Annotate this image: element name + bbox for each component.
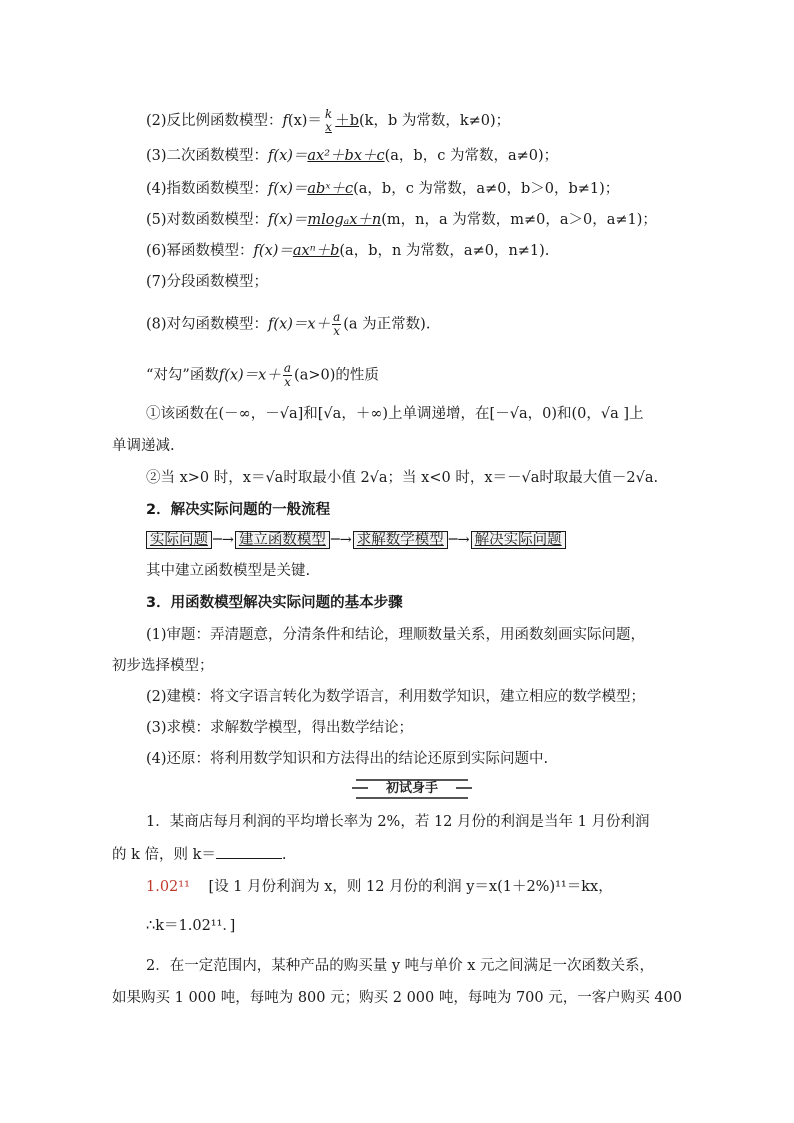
question-1-cont — [112, 844, 287, 865]
fraction-k-over-x — [324, 108, 333, 134]
model-condition: (a，b，c 为常数，a≠0)； — [384, 148, 559, 164]
math-expression: abˣ＋c — [307, 181, 354, 197]
model-label: (6)幂函数模型： — [146, 243, 254, 259]
section-banner: 初试身手 — [356, 779, 468, 799]
math-expression: f(x)＝x＋ — [268, 316, 331, 333]
model-condition: (m，n，a 为常数，m≠0，a＞0，a≠1)； — [381, 212, 657, 228]
model-label: (3)二次函数模型： — [146, 148, 269, 164]
flow-step-2: 建立函数模型 — [235, 531, 330, 549]
duigou-intro — [146, 362, 379, 389]
math-x: (x)＝ — [287, 113, 322, 129]
math-expression: axⁿ＋b — [292, 243, 340, 259]
numerator: a — [283, 361, 292, 375]
answer-value: 1.02¹¹ — [146, 879, 190, 895]
model-label: (5)对数函数模型： — [146, 212, 269, 228]
step-3: (3)求模：求解数学模型，得出数学结论； — [146, 720, 414, 736]
flow-step-4: 解决实际问题 — [471, 531, 566, 549]
denominator: x — [325, 120, 332, 134]
section-3-heading: 3．用函数模型解决实际问题的基本步骤 — [146, 595, 403, 611]
model-nike — [146, 311, 430, 338]
arrow-icon: ─→ — [213, 532, 234, 548]
model-label: (8)对勾函数模型： — [146, 316, 269, 333]
intro-text: “对勾”函数 — [146, 367, 219, 384]
question-2-cont: 如果购买 1 000 吨，每吨为 800 元；购买 2 000 吨，每吨为 700 元，一客户购买 400 — [112, 990, 683, 1006]
flow-step-1: 实际问题 — [146, 531, 212, 549]
model-piecewise: (7)分段函数模型； — [146, 274, 269, 290]
math-expression: f(x)＝x＋ — [218, 367, 281, 384]
denominator: x — [284, 375, 291, 389]
model-label: (2)反比例函数模型： — [146, 113, 283, 129]
model-condition: (k，b 为常数，k≠0)； — [359, 113, 511, 129]
section-2-heading: 2．解决实际问题的一般流程 — [146, 502, 331, 518]
question-2: 2．在一定范围内，某种产品的购买量 y 吨与单价 x 元之间满足一次函数关系， — [146, 958, 655, 974]
model-inverse-proportion — [146, 108, 510, 134]
step-4: (4)还原：将利用数学知识和方法得出的结论还原到实际问题中. — [146, 751, 549, 767]
answer-1-cont: ∴k＝1.02¹¹．] — [146, 918, 236, 934]
duigou-property-1: ①该函数在(－∞，－√a]和[√a，＋∞)上单调递增，在[－√a，0)和(0，√a ]上 — [146, 406, 644, 422]
fraction-a-over-x — [283, 362, 292, 389]
step-1: (1)审题：弄清题意，分清条件和结论，理顺数量关系，用函数刻画实际问题， — [146, 627, 646, 643]
denominator: x — [333, 324, 341, 338]
model-exponential — [146, 179, 619, 199]
question-period: . — [281, 847, 287, 863]
arrow-icon: ─→ — [448, 532, 470, 548]
intro-tail: (a>0)的性质 — [294, 367, 379, 384]
model-condition: (a，b，c 为常数，a≠0，b＞0，b≠1)； — [353, 181, 620, 197]
math-f: f(x)＝ — [253, 243, 293, 259]
step-1-cont: 初步选择模型； — [112, 658, 214, 674]
model-logarithmic — [146, 210, 657, 230]
answer-1 — [146, 877, 613, 897]
model-label: (4)指数函数模型： — [146, 181, 269, 197]
math-expression: mlogₐx＋n — [307, 212, 382, 228]
answer-blank — [216, 844, 282, 859]
math-plus-b: ＋b — [335, 113, 359, 129]
section-2-note: 其中建立函数模型是关键. — [146, 563, 311, 579]
math-f: f(x)＝ — [268, 212, 308, 228]
duigou-property-2: ②当 x>0 时，x＝√a时取最小值 2√a；当 x<0 时，x＝－√a时取最大值－2√a. — [146, 470, 659, 486]
math-f: f(x)＝ — [268, 181, 308, 197]
math-f: f(x)＝ — [268, 148, 308, 164]
model-quadratic — [146, 146, 558, 166]
question-text: 的 k 倍，则 k＝ — [112, 847, 216, 863]
math-f: f — [282, 113, 288, 129]
step-2: (2)建模：将文字语言转化为数学语言，利用数学知识，建立相应的数学模型； — [146, 689, 646, 705]
numerator: a — [333, 310, 341, 324]
model-power — [146, 241, 549, 261]
math-expression: ax²＋bx＋c — [307, 148, 385, 164]
question-1: 1．某商店每月利润的平均增长率为 2%，若 12 月份的利润是当年 1 月份利润 — [146, 814, 650, 830]
flow-step-3: 求解数学模型 — [353, 531, 448, 549]
duigou-property-1-cont: 单调递减. — [112, 438, 175, 454]
process-flow — [146, 530, 566, 550]
arrow-icon: ─→ — [330, 532, 352, 548]
model-condition: (a，b，n 为常数，a≠0，n≠1). — [339, 243, 550, 259]
numerator: k — [324, 107, 333, 121]
fraction-a-over-x — [332, 311, 341, 338]
model-condition: (a 为正常数). — [343, 316, 431, 333]
solution-text: [设 1 月份利润为 x，则 12 月份的利润 y＝x(1＋2%)¹¹＝kx， — [208, 879, 613, 895]
